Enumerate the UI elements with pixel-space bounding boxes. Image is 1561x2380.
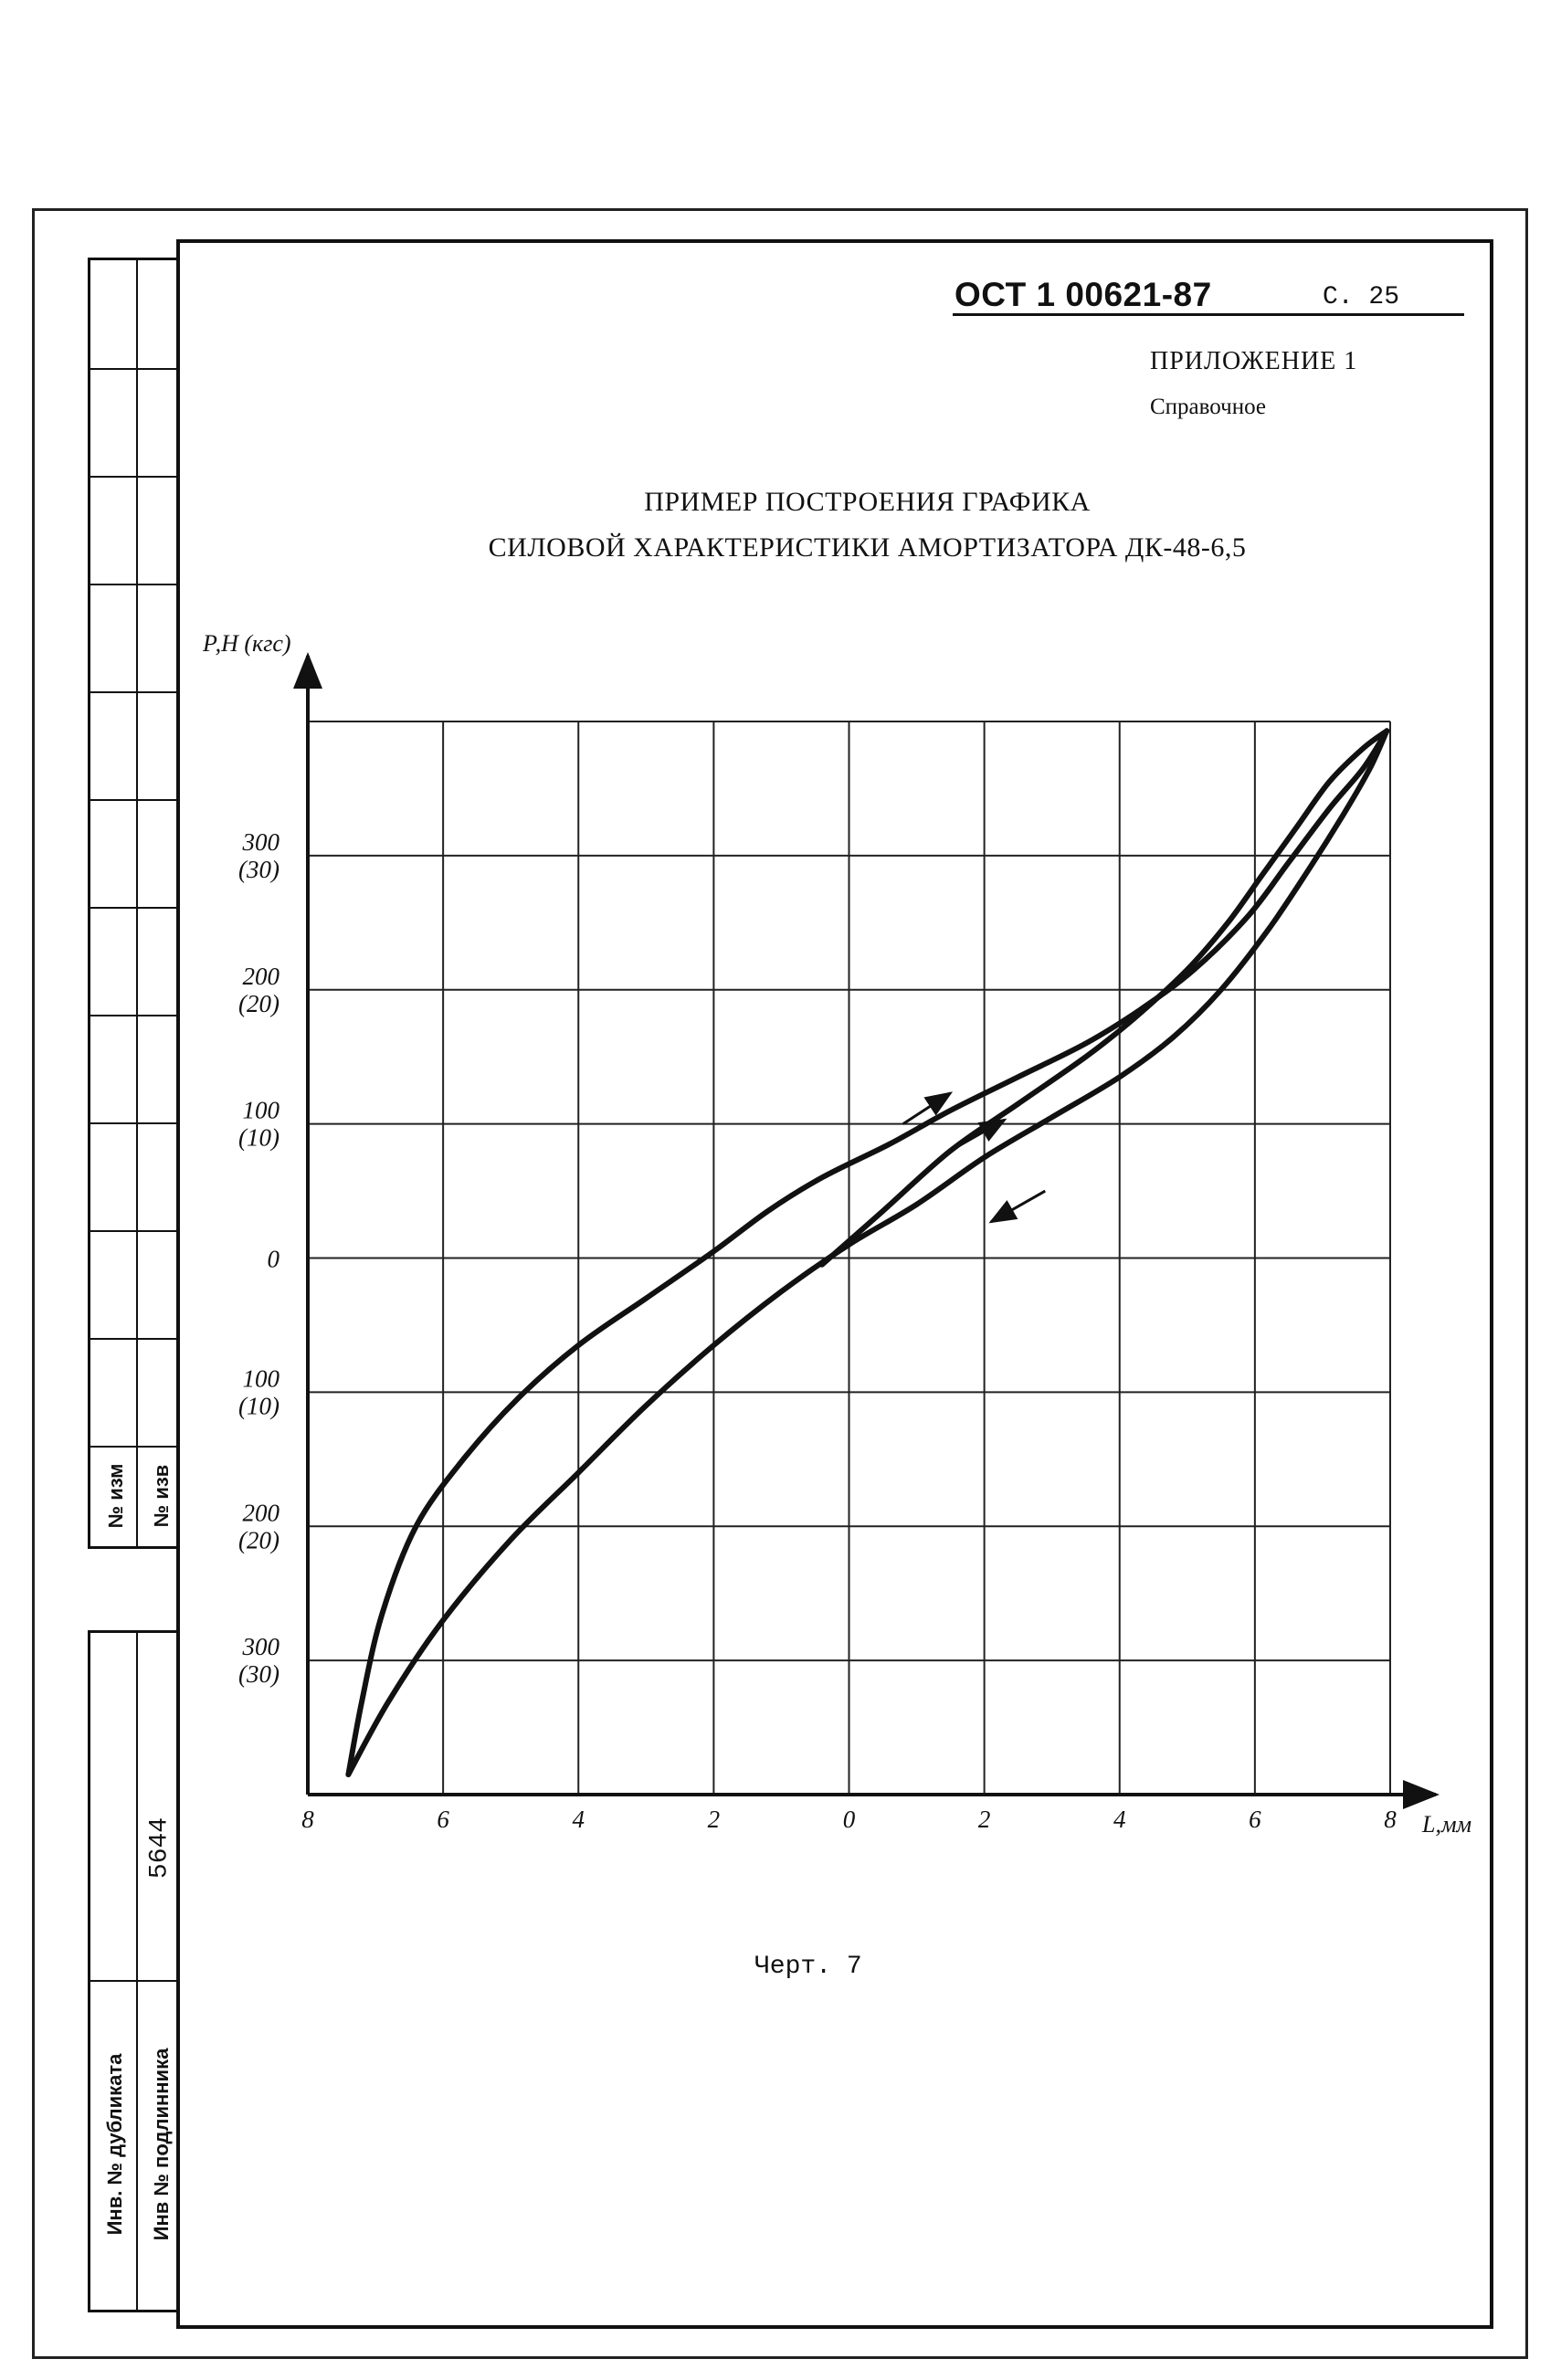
x-tick-label: 2 <box>977 1806 991 1833</box>
chart-title-line1: ПРИМЕР ПОСТРОЕНИЯ ГРАФИКА <box>644 487 1091 517</box>
x-tick-label: 6 <box>437 1806 449 1833</box>
y-tick-sublabel: (30) <box>238 855 280 883</box>
appendix-type: Справочное <box>1150 395 1266 419</box>
chart-title-line2: СИЛОВОЙ ХАРАКТЕРИСТИКИ АМОРТИЗАТОРА ДК-48-6,5 <box>488 532 1247 563</box>
figure-caption: Черт. 7 <box>754 1953 862 1981</box>
x-tick-label: 4 <box>1113 1806 1126 1833</box>
y-tick-label: 100 <box>242 1364 280 1393</box>
y-tick-sublabel: (10) <box>238 1392 280 1420</box>
direction-arrow-3 <box>991 1191 1045 1222</box>
series-curve-1 <box>348 731 1387 1774</box>
no-izv-label: № изв <box>150 1464 173 1528</box>
no-izm-label: № изм <box>104 1463 127 1529</box>
y-tick-sublabel: (10) <box>238 1123 280 1152</box>
y-tick-label: 300 <box>242 827 280 856</box>
x-tick-label: 8 <box>301 1806 314 1833</box>
appendix-label: ПРИЛОЖЕНИЕ 1 <box>1150 347 1358 375</box>
x-axis-label: L,мм <box>1422 1811 1472 1838</box>
x-tick-label: 0 <box>842 1806 856 1833</box>
series-curve-2 <box>348 731 1387 1774</box>
document-code: ОСТ 1 00621-87 <box>955 276 1212 313</box>
inv-value: 5644 <box>145 1817 174 1880</box>
y-tick-sublabel: (20) <box>238 989 280 1017</box>
series-curve-3 <box>822 731 1387 1265</box>
y-tick-label: 0 <box>267 1245 280 1273</box>
x-tick-label: 4 <box>572 1806 585 1833</box>
y-tick-sublabel: (20) <box>238 1526 280 1554</box>
x-tick-label: 6 <box>1249 1806 1261 1833</box>
y-tick-label: 200 <box>242 962 280 990</box>
x-tick-label: 2 <box>707 1806 721 1833</box>
inv-dublikata-label: Инв. № дубликата <box>103 2053 126 2236</box>
y-tick-label: 300 <box>242 1633 280 1661</box>
y-tick-label: 100 <box>242 1096 280 1124</box>
x-tick-label: 8 <box>1384 1806 1397 1833</box>
y-tick-sublabel: (30) <box>238 1660 280 1689</box>
y-tick-label: 200 <box>242 1499 280 1527</box>
direction-arrow-1 <box>903 1093 951 1124</box>
inv-podlinnika-label: Инв № подлинника <box>150 2048 173 2241</box>
y-axis-label: Р,Н (кгс) <box>203 630 291 657</box>
page-number: С. 25 <box>1323 283 1400 311</box>
